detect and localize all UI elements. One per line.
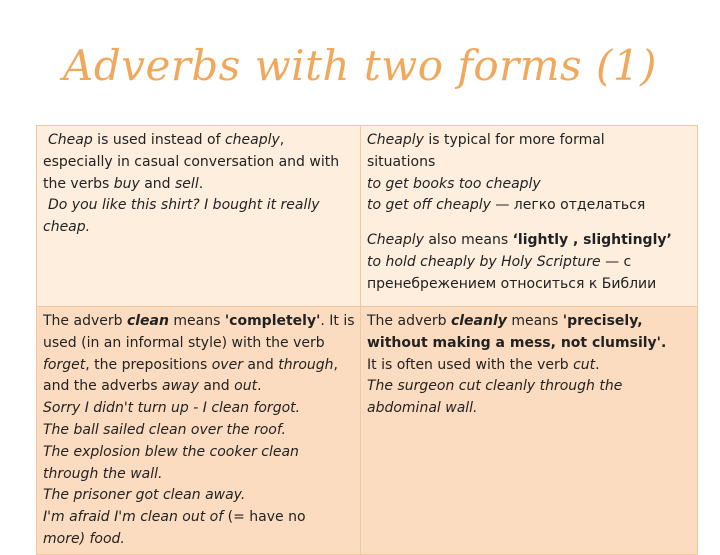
word-away: away — [161, 378, 199, 395]
cleanly-example-1-cont: abdominal wall. — [367, 400, 478, 417]
cheap-line-1 — [43, 130, 354, 152]
clean-example-3: The explosion blew the cooker clean — [43, 443, 299, 460]
word-cheaply: Cheaply — [367, 132, 424, 148]
text: The adverb — [367, 313, 451, 329]
clean-example-5 — [43, 507, 354, 529]
text: and the adverbs — [43, 378, 162, 395]
clean-line-3 — [43, 355, 354, 377]
example-phrase: to hold cheaply by Holy Scripture — [367, 253, 601, 270]
comparison-table — [36, 125, 698, 555]
cheaply-line-2: situations — [367, 153, 436, 170]
cheap-line-2: especially in casual conversation and with — [43, 153, 340, 170]
cleanly-line-2 — [367, 333, 691, 355]
meaning: 'precisely, — [562, 313, 643, 329]
word-clean: clean — [126, 313, 169, 329]
cell-cheap — [37, 126, 361, 307]
clean-line-2: used (in an informal style) with the verb — [43, 334, 325, 351]
word-over: over — [211, 356, 243, 373]
word-through: through — [278, 356, 334, 373]
cheaply-example-1: to get books too cheaply — [367, 175, 541, 192]
clean-example-4: The prisoner got clean away. — [43, 487, 246, 504]
word-buy: buy — [113, 175, 140, 192]
clean-example-1: Sorry I didn't turn up - I clean forgot. — [43, 400, 301, 417]
meaning: ‘lightly , slightingly’ — [512, 232, 672, 249]
word-cut: cut — [573, 356, 596, 373]
cheaply-line-5 — [367, 230, 691, 252]
word-out: out — [234, 378, 258, 395]
text: , — [333, 356, 338, 373]
text: is typical for more formal — [423, 132, 605, 148]
cell-cleanly — [361, 307, 698, 555]
text: (= have no — [223, 509, 306, 526]
text: is used instead of — [92, 132, 225, 148]
word-cheaply: Cheaply — [367, 232, 424, 249]
cheap-line-3 — [43, 174, 354, 196]
cleanly-example-1: The surgeon cut cleanly through the — [367, 378, 623, 395]
clean-example-5-cont: more) food. — [43, 530, 125, 547]
cell-clean — [37, 307, 361, 555]
text: , — [279, 132, 285, 148]
word-sell: sell — [175, 175, 199, 192]
cheap-example-1-cont: cheap. — [43, 219, 91, 236]
text: the verbs — [43, 175, 114, 192]
word-cleanly: cleanly — [450, 313, 507, 329]
cell-cheaply — [361, 126, 698, 307]
spacer — [367, 217, 691, 230]
text: and — [242, 356, 279, 373]
translation: — легко отделаться — [490, 197, 646, 214]
text: and — [198, 378, 235, 395]
meaning: 'completely' — [224, 313, 321, 329]
meaning-cont: without making a mess, not clumsily'. — [367, 334, 667, 351]
word-forget: forget — [43, 356, 86, 373]
cleanly-line-3 — [367, 355, 691, 377]
text: It is often used with the verb — [367, 356, 574, 373]
word-cheaply: cheaply — [224, 132, 280, 148]
text: . — [595, 356, 600, 373]
clean-line-1 — [43, 311, 354, 333]
clean-example-2: The ball sailed clean over the roof. — [43, 421, 287, 438]
text: means — [168, 313, 225, 329]
word-cheap: Cheap — [48, 132, 93, 148]
cleanly-line-1 — [367, 311, 691, 333]
cheaply-example-3 — [367, 252, 691, 274]
text: and — [139, 175, 176, 192]
cheaply-line-1 — [367, 130, 691, 152]
cheaply-example-3-cont: пренебрежением относиться к Библии — [367, 275, 657, 292]
clean-example-3-cont: through the wall. — [43, 465, 163, 482]
text: also means — [423, 232, 513, 249]
clean-line-4 — [43, 376, 354, 398]
table-row — [37, 307, 698, 555]
text: The adverb — [43, 313, 127, 329]
slide-title: Adverbs with two forms (1) — [63, 41, 657, 90]
text: means — [506, 313, 563, 329]
text: , the prepositions — [85, 356, 212, 373]
translation: — с — [600, 253, 632, 270]
table-row — [37, 126, 698, 307]
text: . It is — [320, 313, 355, 329]
example-phrase: to get off cheaply — [367, 197, 491, 214]
cheap-example-1: Do you like this shirt? I bought it really — [48, 197, 320, 214]
text: . — [198, 175, 204, 192]
example-phrase: I'm afraid I'm clean out of — [43, 509, 224, 526]
cheaply-example-2 — [367, 195, 691, 217]
text: . — [257, 378, 262, 395]
